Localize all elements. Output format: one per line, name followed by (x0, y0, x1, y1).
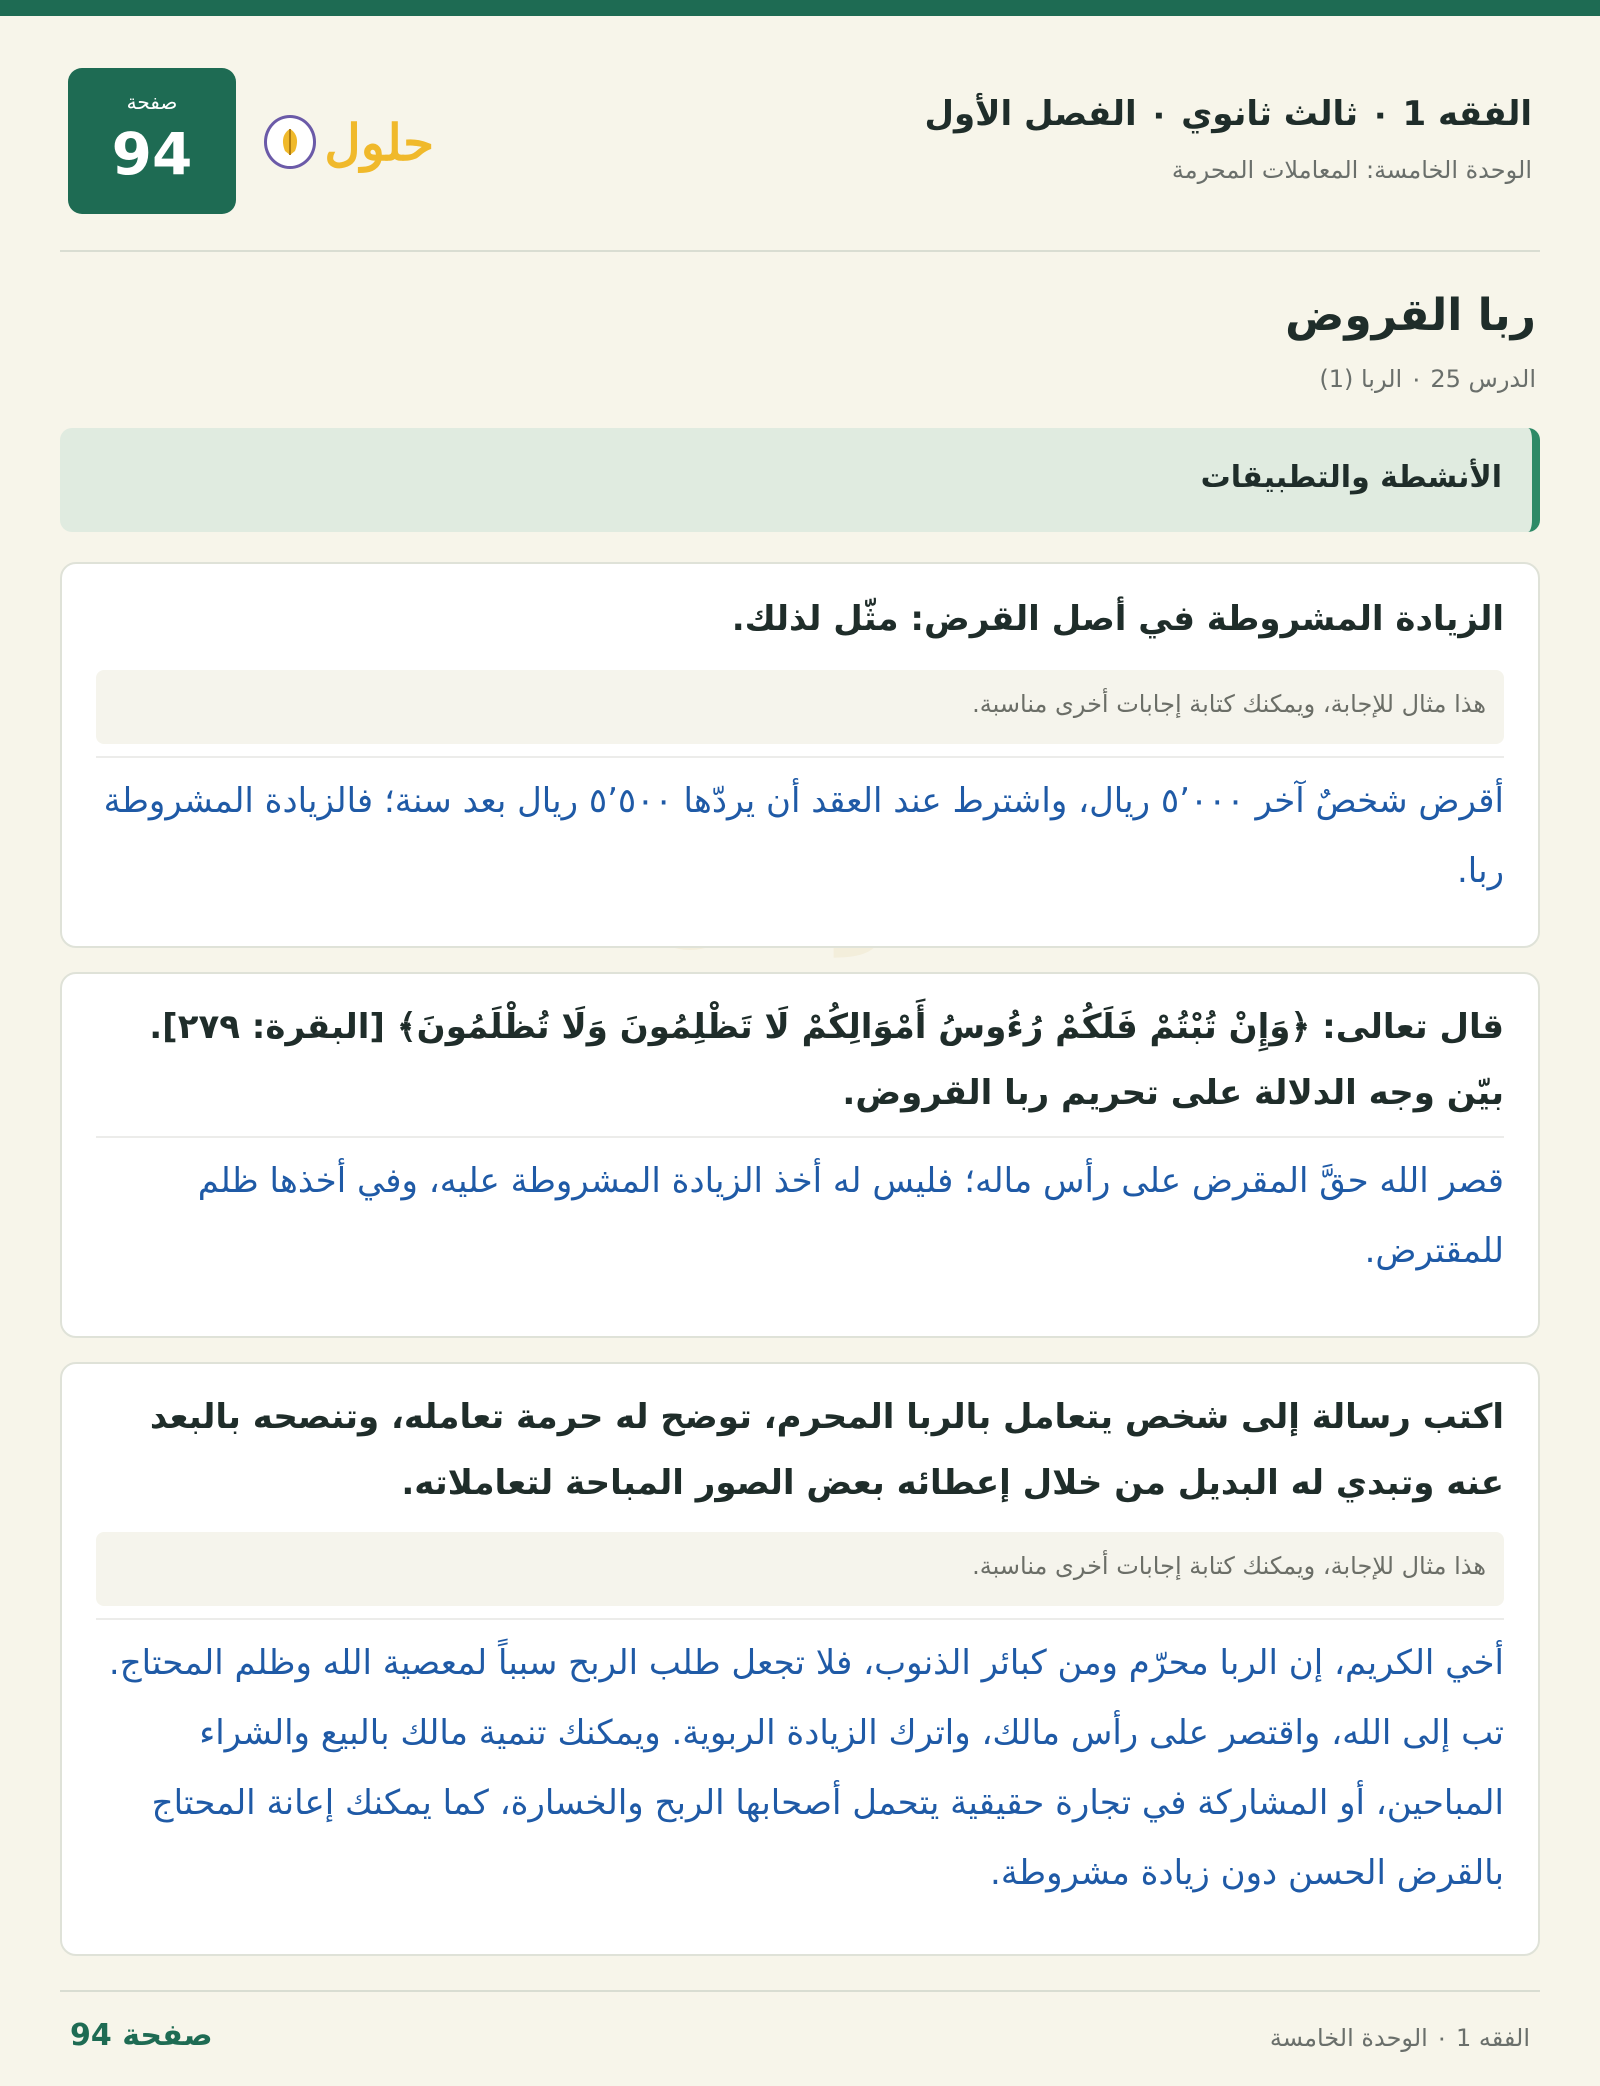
card-divider (96, 756, 1504, 758)
unit-title: الوحدة الخامسة: المعاملات المحرمة (1171, 156, 1532, 184)
footer-unit-label: الفقه 1 ٠ الوحدة الخامسة (1269, 2024, 1530, 2052)
question-card-1 (60, 562, 1540, 948)
top-accent-bar (0, 0, 1600, 16)
answer-note: هذا مثال للإجابة، ويمكنك كتابة إجابات أخرى مناسبة. (96, 1532, 1504, 1606)
card-divider (96, 1618, 1504, 1620)
activities-section-bar (60, 428, 1540, 532)
header-divider (60, 250, 1540, 252)
hulul-logo (264, 102, 434, 182)
lesson-heading (1285, 290, 1536, 393)
page-badge-number: 94 (111, 120, 193, 188)
question-card-3 (60, 1362, 1540, 1956)
answer-text: أخي الكريم، إن الربا محرّم ومن كبائر الذنوب، فلا تجعل طلب الربح سبباً لمعصية الله وظلم المحتاج. تب إلى الله، واقتصر على رأس مالك، واترك الزيادة الربوية. ويمكنك تنمية مالك بالبيع والشراء المباحين، أو المشاركة في تجارة حقيقية يتحمل أصحابها الربح والخسارة، كما يمكنك إعانة المحتاج بالقرض الحسن دون زيادة مشروطة. (108, 1643, 1504, 1893)
question-text: الزيادة المشروطة في أصل القرض: مثّل لذلك. (731, 599, 1504, 639)
lesson-title: ربا القروض (1285, 290, 1536, 341)
page-badge-label: صفحة (126, 90, 178, 114)
card-divider (96, 1136, 1504, 1138)
page-number-badge (68, 68, 236, 214)
logo-text: حلول (324, 112, 434, 172)
section-title: الأنشطة والتطبيقات (1200, 460, 1502, 495)
answer-note: هذا مثال للإجابة، ويمكنك كتابة إجابات أخرى مناسبة. (96, 670, 1504, 744)
answer-text: قصر الله حقَّ المقرض على رأس ماله؛ فليس له أخذ الزيادة المشروطة عليه، وفي أخذها ظلم للمقترض. (197, 1161, 1504, 1271)
answer-text: أقرض شخصٌ آخر ٥٬٠٠٠ ريال، واشترط عند العقد أن يردّها ٥٬٥٠٠ ريال بعد سنة؛ فالزيادة المشروطة ربا. (103, 781, 1504, 891)
page-header (60, 66, 1540, 216)
footer-page-number: صفحة 94 (70, 2018, 213, 2053)
footer-divider (60, 1990, 1540, 1992)
logo-book-icon (264, 115, 316, 169)
book-title: الفقه 1 ٠ ثالث ثانوي ٠ الفصل الأول (924, 94, 1532, 134)
question-text: قال تعالى: ﴿وَإِنْ تُبْتُمْ فَلَكُمْ رُءُوسُ أَمْوَالِكُمْ لَا تَظْلِمُونَ وَلَا تُظْلَمُونَ﴾ [البقرة: ٢٧٩]. بيّن وجه الدلالة على تحريم ربا القروض. (149, 1007, 1504, 1113)
question-text: اكتب رسالة إلى شخص يتعامل بالربا المحرم، توضح له حرمة تعامله، وتنصحه بالبعد عنه وتبدي له البديل من خلال إعطائه بعض الصور المباحة لتعاملاته. (149, 1397, 1504, 1503)
question-card-2 (60, 972, 1540, 1338)
lesson-subtitle: الدرس 25 ٠ الربا (1) (1319, 365, 1536, 393)
